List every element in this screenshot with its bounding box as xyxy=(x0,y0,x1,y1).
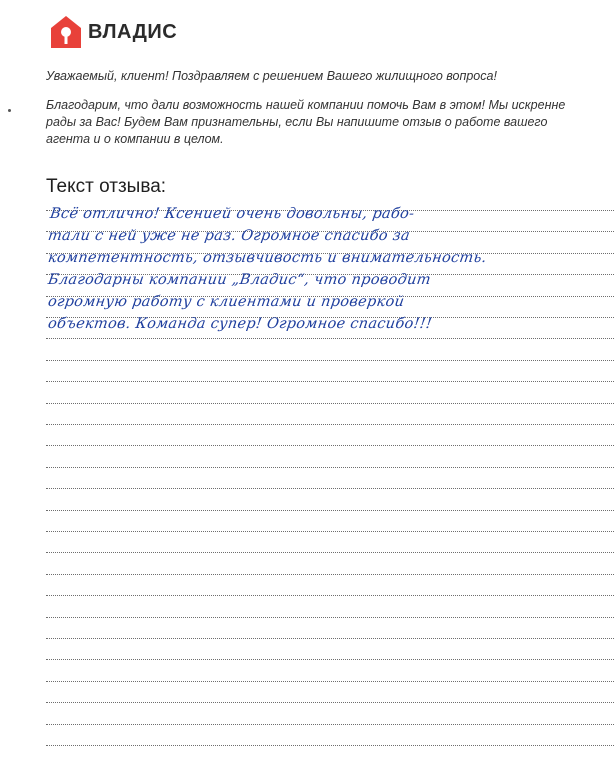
handwritten-line: Благодарны компании „Владис“, что проводит xyxy=(46,272,432,288)
ruled-line xyxy=(46,702,614,703)
ruled-line xyxy=(46,617,614,618)
ruled-line xyxy=(46,531,614,532)
ruled-line xyxy=(46,403,614,404)
ruled-line xyxy=(46,467,614,468)
handwritten-line: тали с ней уже не раз. Огромное спасибо за xyxy=(46,228,412,244)
ruled-line xyxy=(46,659,614,660)
ruled-line xyxy=(46,595,614,596)
ruled-line xyxy=(46,574,614,575)
ruled-line xyxy=(46,360,614,361)
ruled-lines xyxy=(46,210,614,755)
handwritten-line: Всё отлично! Ксенией очень довольны, рабо- xyxy=(48,206,416,222)
ruled-line xyxy=(46,488,614,489)
ruled-line xyxy=(46,638,614,639)
brand-logo xyxy=(50,14,177,50)
ruled-line xyxy=(46,338,614,339)
ruled-line xyxy=(46,745,614,746)
review-title: Текст отзыва: xyxy=(46,176,167,197)
handwritten-line: компетентность, отзывчивость и внимательность. xyxy=(46,250,488,266)
intro-paragraph: Благодарим, что дали возможность нашей компании помочь Вам в этом! Мы искренне рады за Вас! Будем Вам признательны, если Вы напишите отзыв о работе вашего агента и о компании в целом. xyxy=(46,98,566,146)
scan-speck xyxy=(8,109,11,112)
ruled-line xyxy=(46,510,614,511)
ruled-line xyxy=(46,724,614,725)
house-key-icon xyxy=(50,15,82,49)
ruled-line xyxy=(46,381,614,382)
ruled-line xyxy=(46,552,614,553)
greeting-text: Уважаемый, клиент! Поздравляем с решением Вашего жилищного вопроса! xyxy=(46,69,497,83)
brand-name: ВЛАДИС xyxy=(88,20,178,43)
ruled-line xyxy=(46,424,614,425)
handwritten-line: огромную работу с клиентами и проверкой xyxy=(46,294,406,310)
ruled-line xyxy=(46,681,614,682)
handwritten-line: объектов. Команда супер! Огромное спасибо!!! xyxy=(46,316,434,332)
ruled-line xyxy=(46,445,614,446)
